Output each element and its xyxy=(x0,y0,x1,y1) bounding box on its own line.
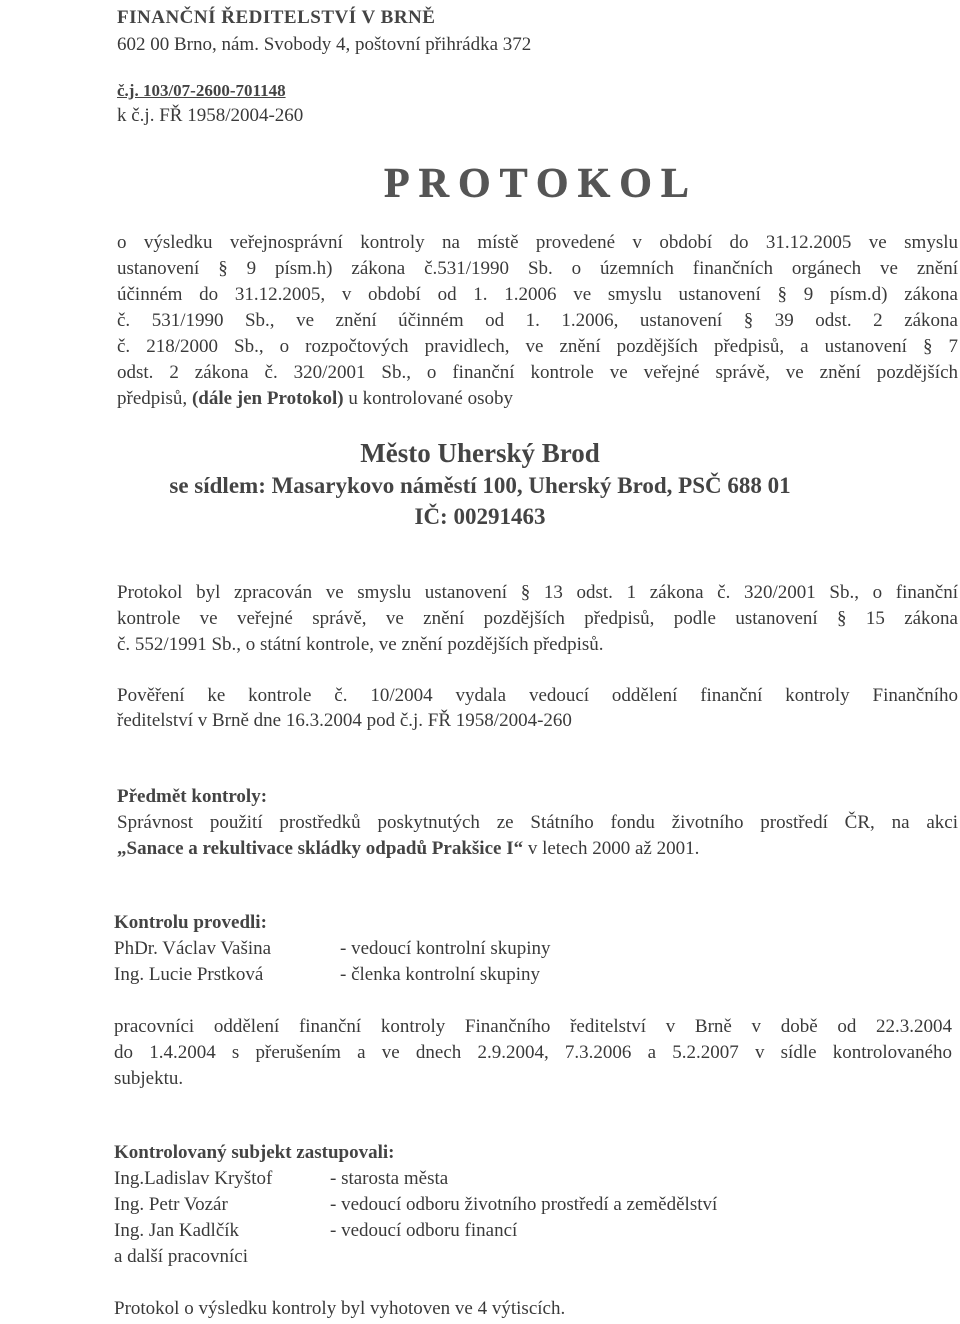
inspector-role: - vedoucí kontrolní skupiny xyxy=(340,938,551,959)
basis-line: č. 552/1991 Sb., o státní kontrole, ve znění pozdějších předpisů. xyxy=(117,634,604,655)
representative-name: Ing.Ladislav Kryštof xyxy=(114,1168,273,1189)
representative-role: - vedoucí odboru životního prostředí a zemědělství xyxy=(330,1194,718,1215)
intro-line: ustanovení § 9 písm.h) zákona č.531/1990 Sb. o územních finančních orgánech ve znění xyxy=(117,258,958,279)
subject-name: Město Uherský Brod xyxy=(360,438,600,468)
authorization-line: ředitelství v Brně dne 16.3.2004 pod č.j. FŘ 1958/2004-260 xyxy=(117,710,572,731)
inspectors-note-line: subjektu. xyxy=(114,1068,184,1089)
subject-seat: se sídlem: Masarykovo náměstí 100, Uherský Brod, PSČ 688 01 xyxy=(169,473,791,498)
control-subject-line: Správnost použití prostředků poskytnutých ze Státního fondu životního prostředí ČR, na akci xyxy=(117,812,958,833)
subject-ico: IČ: 00291463 xyxy=(414,504,546,529)
authorization-line: Pověření ke kontrole č. 10/2004 vydala vedoucí oddělení finanční kontroly Finančního xyxy=(117,685,958,706)
reference-related: k č.j. FŘ 1958/2004-260 xyxy=(117,105,304,126)
inspector-role: - členka kontrolní skupiny xyxy=(340,964,540,985)
inspector-name: Ing. Lucie Prstková xyxy=(114,964,264,985)
representative-role: - vedoucí odboru financí xyxy=(330,1220,518,1241)
intro-last-line xyxy=(117,388,513,410)
control-subject-line xyxy=(117,838,699,860)
intro-line: č. 218/2000 Sb., o rozpočtových pravidlech, ve znění pozdějších předpisů, a ustanovení § 7 xyxy=(117,336,958,357)
representative-name: Ing. Jan Kadlčík xyxy=(114,1220,240,1241)
intro-text: předpisů, xyxy=(117,388,192,409)
intro-line: účinném do 31.12.2005, v období od 1. 1.2006 ve smyslu ustanovení § 9 písm.d) zákona xyxy=(117,284,958,305)
inspector-name: PhDr. Václav Vašina xyxy=(114,938,272,959)
copies-note: Protokol o výsledku kontroly byl vyhotoven ve 4 výtiscích. xyxy=(114,1298,566,1319)
office-address: 602 00 Brno, nám. Svobody 4, poštovní přihrádka 372 xyxy=(117,34,532,55)
project-name: „Sanace a rekultivace skládky odpadů Prakšice I“ xyxy=(117,838,524,859)
intro-line: o výsledku veřejnosprávní kontroly na místě provedené v období do 31.12.2005 ve smyslu xyxy=(117,232,958,253)
protocol-abbreviation: (dále jen Protokol) xyxy=(191,388,344,409)
inspectors-heading: Kontrolu provedli: xyxy=(114,912,267,933)
representatives-others: a další pracovníci xyxy=(114,1246,249,1267)
representative-role: - starosta města xyxy=(330,1168,449,1189)
intro-line: č. 531/1990 Sb., ve znění účinném od 1. 1.2006, ustanovení § 39 odst. 2 zákona xyxy=(117,310,958,331)
representatives-heading: Kontrolovaný subjekt zastupovali: xyxy=(114,1142,395,1163)
control-subject-heading: Předmět kontroly: xyxy=(117,786,268,807)
document-title: PROTOKOL xyxy=(384,161,698,207)
inspectors-note-line: pracovníci oddělení finanční kontroly Finančního ředitelství v Brně v době od 22.3.2004 xyxy=(114,1016,952,1037)
intro-text: u kontrolované osoby xyxy=(343,388,513,409)
intro-line: odst. 2 zákona č. 320/2001 Sb., o finanční kontrole ve veřejné správě, ve znění pozdějších xyxy=(117,362,958,383)
basis-line: Protokol byl zpracován ve smyslu ustanovení § 13 odst. 1 zákona č. 320/2001 Sb., o finanční xyxy=(117,582,958,603)
basis-line: kontrole ve veřejné správě, ve znění pozdějších předpisů, podle ustanovení § 15 zákona xyxy=(117,608,958,629)
office-name: FINANČNÍ ŘEDITELSTVÍ V BRNĚ xyxy=(117,7,436,28)
control-period: v letech 2000 až 2001. xyxy=(523,838,700,859)
reference-number: č.j. 103/07-2600-701148 xyxy=(117,81,286,100)
representative-name: Ing. Petr Vozár xyxy=(114,1194,228,1215)
inspectors-note-line: do 1.4.2004 s přerušením a ve dnech 2.9.2004, 7.3.2006 a 5.2.2007 v sídle kontrolovaného xyxy=(114,1042,952,1063)
